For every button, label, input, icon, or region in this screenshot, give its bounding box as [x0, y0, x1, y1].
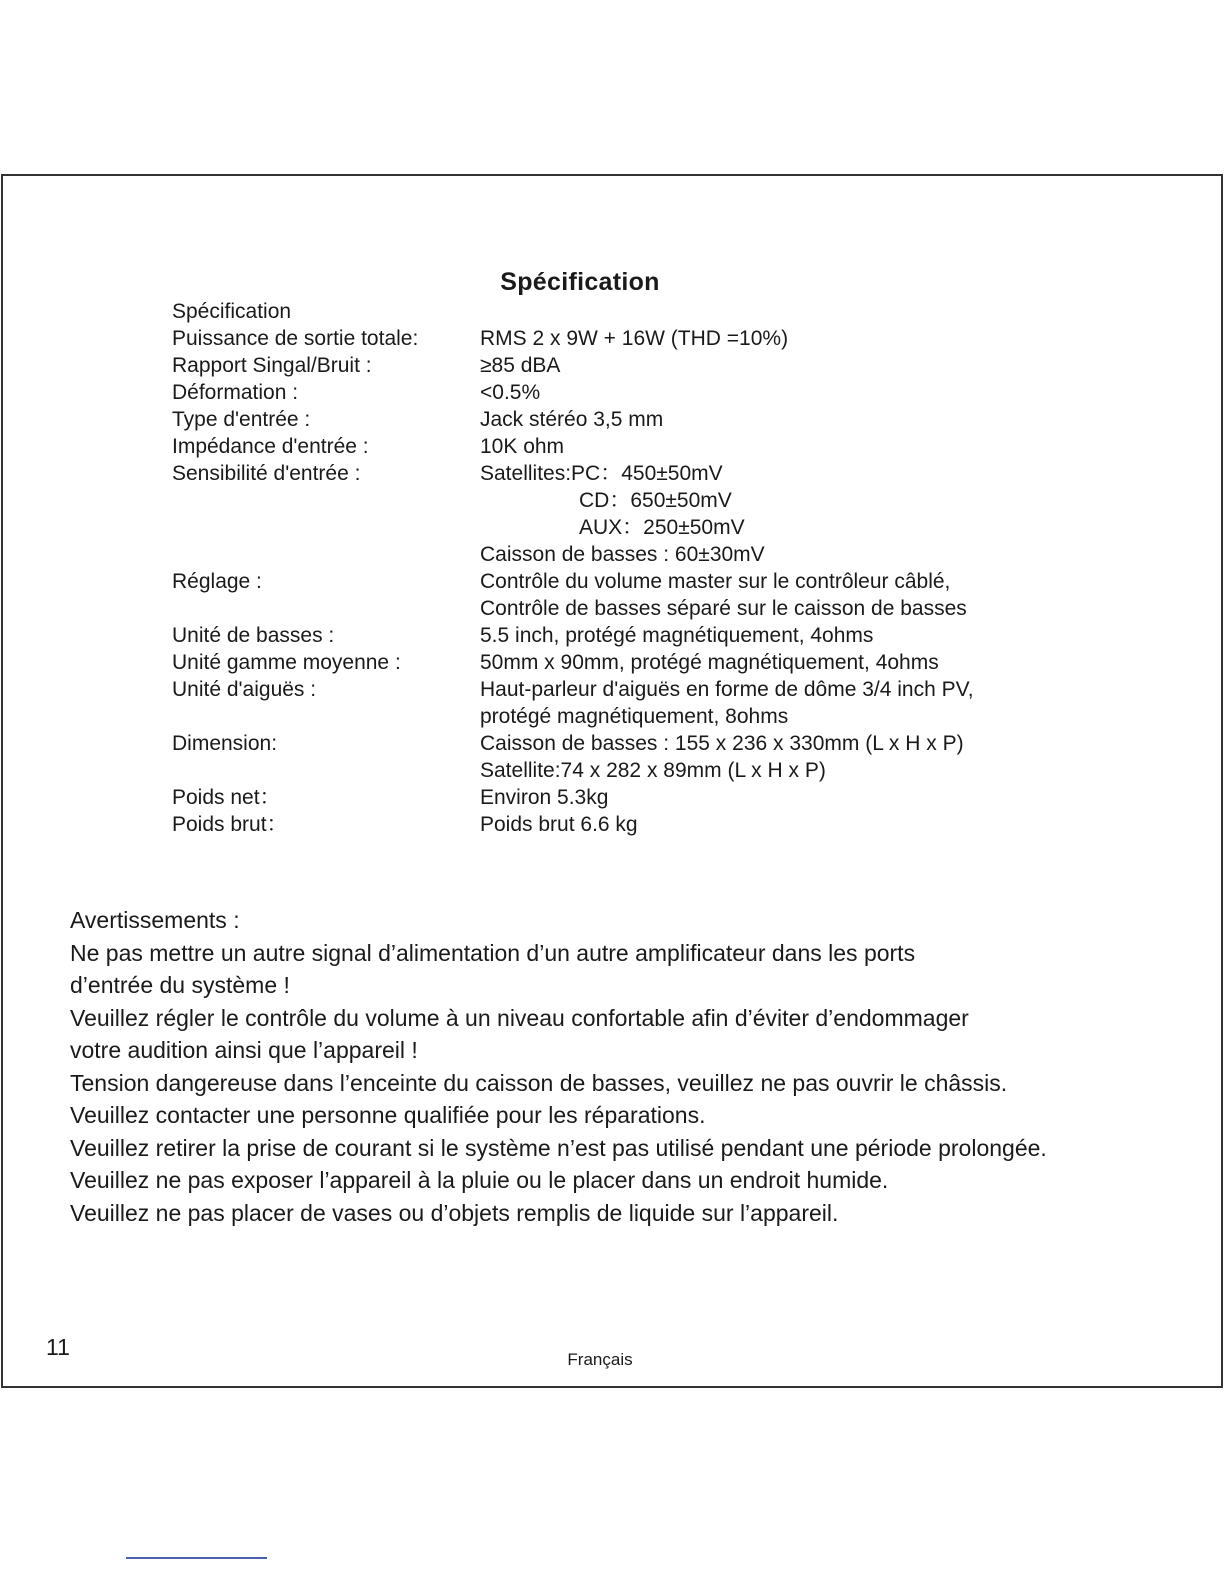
spec-value: CD：650±50mV [579, 489, 732, 512]
spec-value: 10K ohm [480, 435, 565, 458]
warning-line: Veuillez ne pas placer de vases ou d’objets remplis de liquide sur l’appareil. [70, 1199, 839, 1226]
warning-line: Tension dangereuse dans l’enceinte du caisson de basses, veuillez ne pas ouvrir le châssis. [70, 1069, 1008, 1096]
spec-row-net-weight [172, 784, 974, 811]
spec-value: Poids brut 6.6 kg [480, 813, 638, 836]
warning-line: Veuillez retirer la prise de courant si le système n’est pas utilisé pendant une période prolongée. [70, 1134, 1047, 1161]
warning-line: d’entrée du système ! [70, 972, 290, 998]
spec-title: Spécification [500, 268, 660, 296]
spec-value: Contrôle du volume master sur le contrôleur câblé, [480, 570, 951, 593]
spec-row-dimension [172, 730, 974, 784]
spec-value: Caisson de basses : 60±30mV [480, 543, 765, 566]
spec-table [172, 298, 974, 838]
spec-label: Unité de basses : [172, 624, 335, 647]
spec-label: Puissance de sortie totale: [172, 327, 419, 350]
spec-value: 5.5 inch, protégé magnétiquement, 4ohms [480, 624, 874, 647]
spec-label: Poids brut： [172, 813, 288, 836]
spec-label: Déformation : [172, 381, 299, 404]
spec-label: Réglage : [172, 570, 262, 593]
spec-value: AUX：250±50mV [579, 516, 745, 539]
spec-row-bass-unit [172, 622, 974, 649]
spec-row-gross-weight [172, 811, 974, 838]
spec-value: ≥85 dBA [480, 354, 561, 377]
spec-label: Unité d'aiguës : [172, 678, 317, 701]
spec-value: Contrôle de basses séparé sur le caisson de basses [480, 597, 967, 620]
spec-value: 50mm x 90mm, protégé magnétiquement, 4ohms [480, 651, 939, 674]
spec-row-input-impedance [172, 433, 974, 460]
warning-line: votre audition ainsi que l’appareil ! [70, 1037, 418, 1063]
spec-subtitle: Spécification [172, 300, 292, 323]
spec-row-distortion [172, 379, 974, 406]
spec-value: <0.5% [480, 381, 541, 404]
spec-value: protégé magnétiquement, 8ohms [480, 705, 789, 728]
spec-value: Jack stéréo 3,5 mm [480, 408, 664, 431]
spec-value: Haut-parleur d'aiguës en forme de dôme 3/4 inch PV, [480, 678, 974, 701]
warnings-heading: Avertissements : [70, 907, 240, 933]
warning-line: Veuillez ne pas exposer l’appareil à la pluie ou le placer dans un endroit humide. [70, 1167, 889, 1193]
spec-value: Caisson de basses : 155 x 236 x 330mm (L x H x P) [480, 732, 964, 755]
spec-value: RMS 2 x 9W + 16W (THD =10%) [480, 327, 789, 350]
spec-label: Sensibilité d'entrée : [172, 462, 361, 485]
spec-row-input-type [172, 406, 974, 433]
spec-label: Rapport Singal/Bruit : [172, 354, 372, 377]
bottom-rule [126, 1557, 267, 1559]
spec-label: Dimension: [172, 732, 278, 755]
spec-row-input-sensitivity [172, 460, 974, 568]
spec-value: Environ 5.3kg [480, 786, 609, 809]
warning-line: Veuillez régler le contrôle du volume à un niveau confortable afin d’éviter d’endommager [70, 1004, 969, 1031]
spec-value: Satellite:74 x 282 x 89mm (L x H x P) [480, 759, 826, 782]
spec-row-snr [172, 352, 974, 379]
spec-label: Impédance d'entrée : [172, 435, 369, 458]
page-number: 11 [46, 1334, 70, 1360]
spec-row-midrange-unit [172, 649, 974, 676]
warning-line: Veuillez contacter une personne qualifiée pour les réparations. [70, 1102, 706, 1128]
spec-label: Type d'entrée : [172, 408, 311, 431]
spec-row-controls [172, 568, 974, 622]
spec-row-tweeter-unit [172, 676, 974, 730]
spec-row-output-power [172, 325, 974, 352]
spec-label: Poids net： [172, 786, 281, 809]
warnings-section [70, 904, 1047, 1229]
spec-value: Satellites:PC：450±50mV [480, 462, 723, 485]
spec-label: Unité gamme moyenne : [172, 651, 401, 674]
footer-language: Français [567, 1350, 633, 1369]
warning-line: Ne pas mettre un autre signal d’alimentation d’un autre amplificateur dans les ports [70, 939, 916, 966]
